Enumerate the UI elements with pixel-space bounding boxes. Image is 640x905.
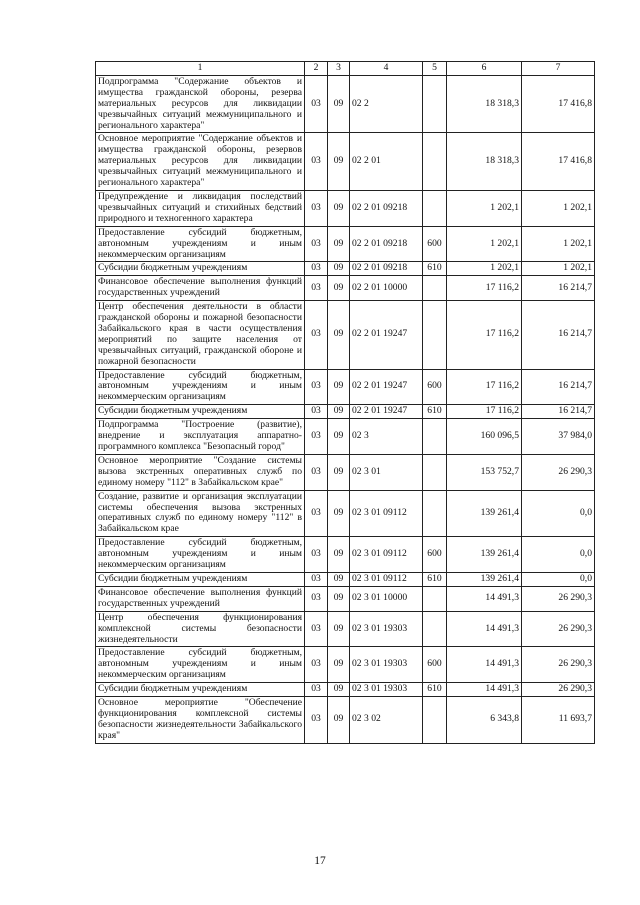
table-row: [96, 226, 595, 262]
amount-col7: 11 693,7: [522, 697, 595, 744]
row-name: Центр обеспечения функционирования комплексной системы безопасности жизнедеятельности: [96, 611, 305, 647]
amount-col7: 1 202,1: [522, 262, 595, 276]
section-code: 03: [305, 611, 328, 647]
row-name: Основное мероприятие "Обеспечение функционирования комплексной системы безопасности жизнедеятельности Забайкальского края": [96, 697, 305, 744]
table-row: [96, 133, 595, 191]
amount-col7: 26 290,3: [522, 586, 595, 611]
amount-col6: 17 116,2: [447, 405, 522, 419]
row-name: Предоставление субсидий бюджетным, автономным учреждениям и иным некоммерческим организациям: [96, 226, 305, 262]
amount-col6: 14 491,3: [447, 683, 522, 697]
target-article-code: 02 3 01 10000: [350, 586, 423, 611]
table-body: [96, 62, 595, 744]
subsection-code: 09: [328, 190, 350, 226]
table-row: [96, 490, 595, 537]
target-article-code: 02 2 01: [350, 133, 423, 191]
subsection-code: 09: [328, 75, 350, 133]
subsection-code: 09: [328, 226, 350, 262]
amount-col7: 26 290,3: [522, 611, 595, 647]
expense-type-code: 610: [423, 683, 447, 697]
table-row: [96, 572, 595, 586]
amount-col6: 17 116,2: [447, 301, 522, 369]
expense-type-code: 600: [423, 369, 447, 405]
row-name: Основное мероприятие "Содержание объектов и имущества гражданской обороны, резервов материальных ресурсов для ликвидации чрезвычайных ситуаций межмуниципального и регионального характера": [96, 133, 305, 191]
header-cell-col6: 6: [447, 62, 522, 76]
section-code: 03: [305, 301, 328, 369]
header-cell-col5: 5: [423, 62, 447, 76]
section-code: 03: [305, 226, 328, 262]
expense-type-code: [423, 276, 447, 301]
expense-type-code: [423, 586, 447, 611]
amount-col7: 16 214,7: [522, 276, 595, 301]
subsection-code: 09: [328, 301, 350, 369]
table-row: [96, 683, 595, 697]
table-row: [96, 276, 595, 301]
row-name: Предупреждение и ликвидация последствий чрезвычайных ситуаций и стихийных бедствий природного и техногенного характера: [96, 190, 305, 226]
subsection-code: 09: [328, 537, 350, 573]
amount-col6: 14 491,3: [447, 647, 522, 683]
row-name: Предоставление субсидий бюджетным, автономным учреждениям и иным некоммерческим организациям: [96, 647, 305, 683]
amount-col6: 139 261,4: [447, 490, 522, 537]
section-code: 03: [305, 276, 328, 301]
amount-col6: 18 318,3: [447, 75, 522, 133]
section-code: 03: [305, 190, 328, 226]
table-row: [96, 586, 595, 611]
row-name: Подпрограмма "Содержание объектов и имущества гражданской обороны, резерва материальных ресурсов для ликвидации чрезвычайных ситуаций межмуниципального и регионального характера": [96, 75, 305, 133]
header-cell-col3: 3: [328, 62, 350, 76]
target-article-code: 02 2 01 19247: [350, 369, 423, 405]
subsection-code: 09: [328, 683, 350, 697]
target-article-code: 02 2 01 19247: [350, 405, 423, 419]
subsection-code: 09: [328, 369, 350, 405]
amount-col6: 17 116,2: [447, 369, 522, 405]
header-cell-col7: 7: [522, 62, 595, 76]
expense-type-code: [423, 419, 447, 455]
row-name: Субсидии бюджетным учреждениям: [96, 405, 305, 419]
expense-type-code: [423, 490, 447, 537]
expense-type-code: [423, 190, 447, 226]
row-name: Предоставление субсидий бюджетным, автономным учреждениям и иным некоммерческим организациям: [96, 537, 305, 573]
target-article-code: 02 2 01 10000: [350, 276, 423, 301]
expense-type-code: 610: [423, 405, 447, 419]
row-name: Основное мероприятие "Создание системы вызова экстренных оперативных служб по единому номеру "112" в Забайкальском крае": [96, 454, 305, 490]
row-name: Субсидии бюджетным учреждениям: [96, 262, 305, 276]
amount-col6: 139 261,4: [447, 537, 522, 573]
header-cell-col2: 2: [305, 62, 328, 76]
amount-col7: 1 202,1: [522, 190, 595, 226]
expense-type-code: 600: [423, 537, 447, 573]
section-code: 03: [305, 697, 328, 744]
amount-col7: 26 290,3: [522, 683, 595, 697]
target-article-code: 02 3 01 09112: [350, 490, 423, 537]
page-number: 17: [314, 855, 326, 867]
amount-col7: 16 214,7: [522, 301, 595, 369]
subsection-code: 09: [328, 276, 350, 301]
section-code: 03: [305, 683, 328, 697]
subsection-code: 09: [328, 133, 350, 191]
expense-type-code: [423, 301, 447, 369]
section-code: 03: [305, 262, 328, 276]
table-row: [96, 647, 595, 683]
target-article-code: 02 3 01 09112: [350, 572, 423, 586]
table-row: [96, 369, 595, 405]
amount-col7: 1 202,1: [522, 226, 595, 262]
target-article-code: 02 3: [350, 419, 423, 455]
section-code: 03: [305, 490, 328, 537]
subsection-code: 09: [328, 611, 350, 647]
amount-col7: 26 290,3: [522, 647, 595, 683]
expense-type-code: [423, 611, 447, 647]
amount-col7: 0,0: [522, 572, 595, 586]
expense-type-code: [423, 75, 447, 133]
expense-type-code: [423, 133, 447, 191]
table-row: [96, 697, 595, 744]
amount-col6: 1 202,1: [447, 190, 522, 226]
table-row: [96, 262, 595, 276]
section-code: 03: [305, 647, 328, 683]
amount-col6: 1 202,1: [447, 226, 522, 262]
header-cell-col1: 1: [96, 62, 305, 76]
expense-type-code: [423, 697, 447, 744]
amount-col6: 18 318,3: [447, 133, 522, 191]
expense-type-code: 610: [423, 262, 447, 276]
amount-col7: 0,0: [522, 537, 595, 573]
subsection-code: 09: [328, 647, 350, 683]
row-name: Подпрограмма "Построение (развитие), внедрение и эксплуатация аппаратно-программного комплекса "Безопасный город": [96, 419, 305, 455]
target-article-code: 02 2 01 09218: [350, 226, 423, 262]
header-row: [96, 62, 595, 76]
section-code: 03: [305, 572, 328, 586]
target-article-code: 02 2 01 09218: [350, 262, 423, 276]
amount-col6: 153 752,7: [447, 454, 522, 490]
amount-col6: 14 491,3: [447, 586, 522, 611]
table-row: [96, 611, 595, 647]
amount-col6: 1 202,1: [447, 262, 522, 276]
table-row: [96, 454, 595, 490]
amount-col7: 17 416,8: [522, 133, 595, 191]
target-article-code: 02 3 01: [350, 454, 423, 490]
target-article-code: 02 2 01 09218: [350, 190, 423, 226]
amount-col6: 6 343,8: [447, 697, 522, 744]
expense-type-code: [423, 454, 447, 490]
section-code: 03: [305, 75, 328, 133]
section-code: 03: [305, 419, 328, 455]
section-code: 03: [305, 369, 328, 405]
amount-col6: 17 116,2: [447, 276, 522, 301]
amount-col7: 26 290,3: [522, 454, 595, 490]
table-row: [96, 301, 595, 369]
amount-col6: 14 491,3: [447, 611, 522, 647]
budget-table: [95, 61, 595, 744]
target-article-code: 02 2: [350, 75, 423, 133]
target-article-code: 02 3 02: [350, 697, 423, 744]
amount-col7: 16 214,7: [522, 405, 595, 419]
section-code: 03: [305, 133, 328, 191]
section-code: 03: [305, 586, 328, 611]
target-article-code: 02 2 01 19247: [350, 301, 423, 369]
row-name: Центр обеспечения деятельности в области гражданской обороны и пожарной безопасности Забайкальского края в части осуществления мероприятий по защите населения от чрезвычайных ситуаций, гражданской обороне и пожарной безопасности: [96, 301, 305, 369]
target-article-code: 02 3 01 19303: [350, 683, 423, 697]
amount-col6: 139 261,4: [447, 572, 522, 586]
subsection-code: 09: [328, 586, 350, 611]
section-code: 03: [305, 454, 328, 490]
target-article-code: 02 3 01 09112: [350, 537, 423, 573]
subsection-code: 09: [328, 490, 350, 537]
table-row: [96, 419, 595, 455]
subsection-code: 09: [328, 454, 350, 490]
expense-type-code: 600: [423, 226, 447, 262]
amount-col7: 16 214,7: [522, 369, 595, 405]
target-article-code: 02 3 01 19303: [350, 611, 423, 647]
table-row: [96, 75, 595, 133]
subsection-code: 09: [328, 697, 350, 744]
table-row: [96, 537, 595, 573]
table-row: [96, 405, 595, 419]
target-article-code: 02 3 01 19303: [350, 647, 423, 683]
expense-type-code: 600: [423, 647, 447, 683]
subsection-code: 09: [328, 405, 350, 419]
row-name: Финансовое обеспечение выполнения функций государственных учреждений: [96, 586, 305, 611]
section-code: 03: [305, 405, 328, 419]
row-name: Финансовое обеспечение выполнения функций государственных учреждений: [96, 276, 305, 301]
header-cell-col4: 4: [350, 62, 423, 76]
subsection-code: 09: [328, 572, 350, 586]
subsection-code: 09: [328, 262, 350, 276]
table-row: [96, 190, 595, 226]
amount-col6: 160 096,5: [447, 419, 522, 455]
amount-col7: 37 984,0: [522, 419, 595, 455]
amount-col7: 0,0: [522, 490, 595, 537]
subsection-code: 09: [328, 419, 350, 455]
row-name: Предоставление субсидий бюджетным, автономным учреждениям и иным некоммерческим организациям: [96, 369, 305, 405]
row-name: Субсидии бюджетным учреждениям: [96, 572, 305, 586]
amount-col7: 17 416,8: [522, 75, 595, 133]
section-code: 03: [305, 537, 328, 573]
row-name: Субсидии бюджетным учреждениям: [96, 683, 305, 697]
expense-type-code: 610: [423, 572, 447, 586]
row-name: Создание, развитие и организация эксплуатации системы обеспечения вызова экстренных оперативных служб по единому номеру "112" в Забайкальском крае: [96, 490, 305, 537]
